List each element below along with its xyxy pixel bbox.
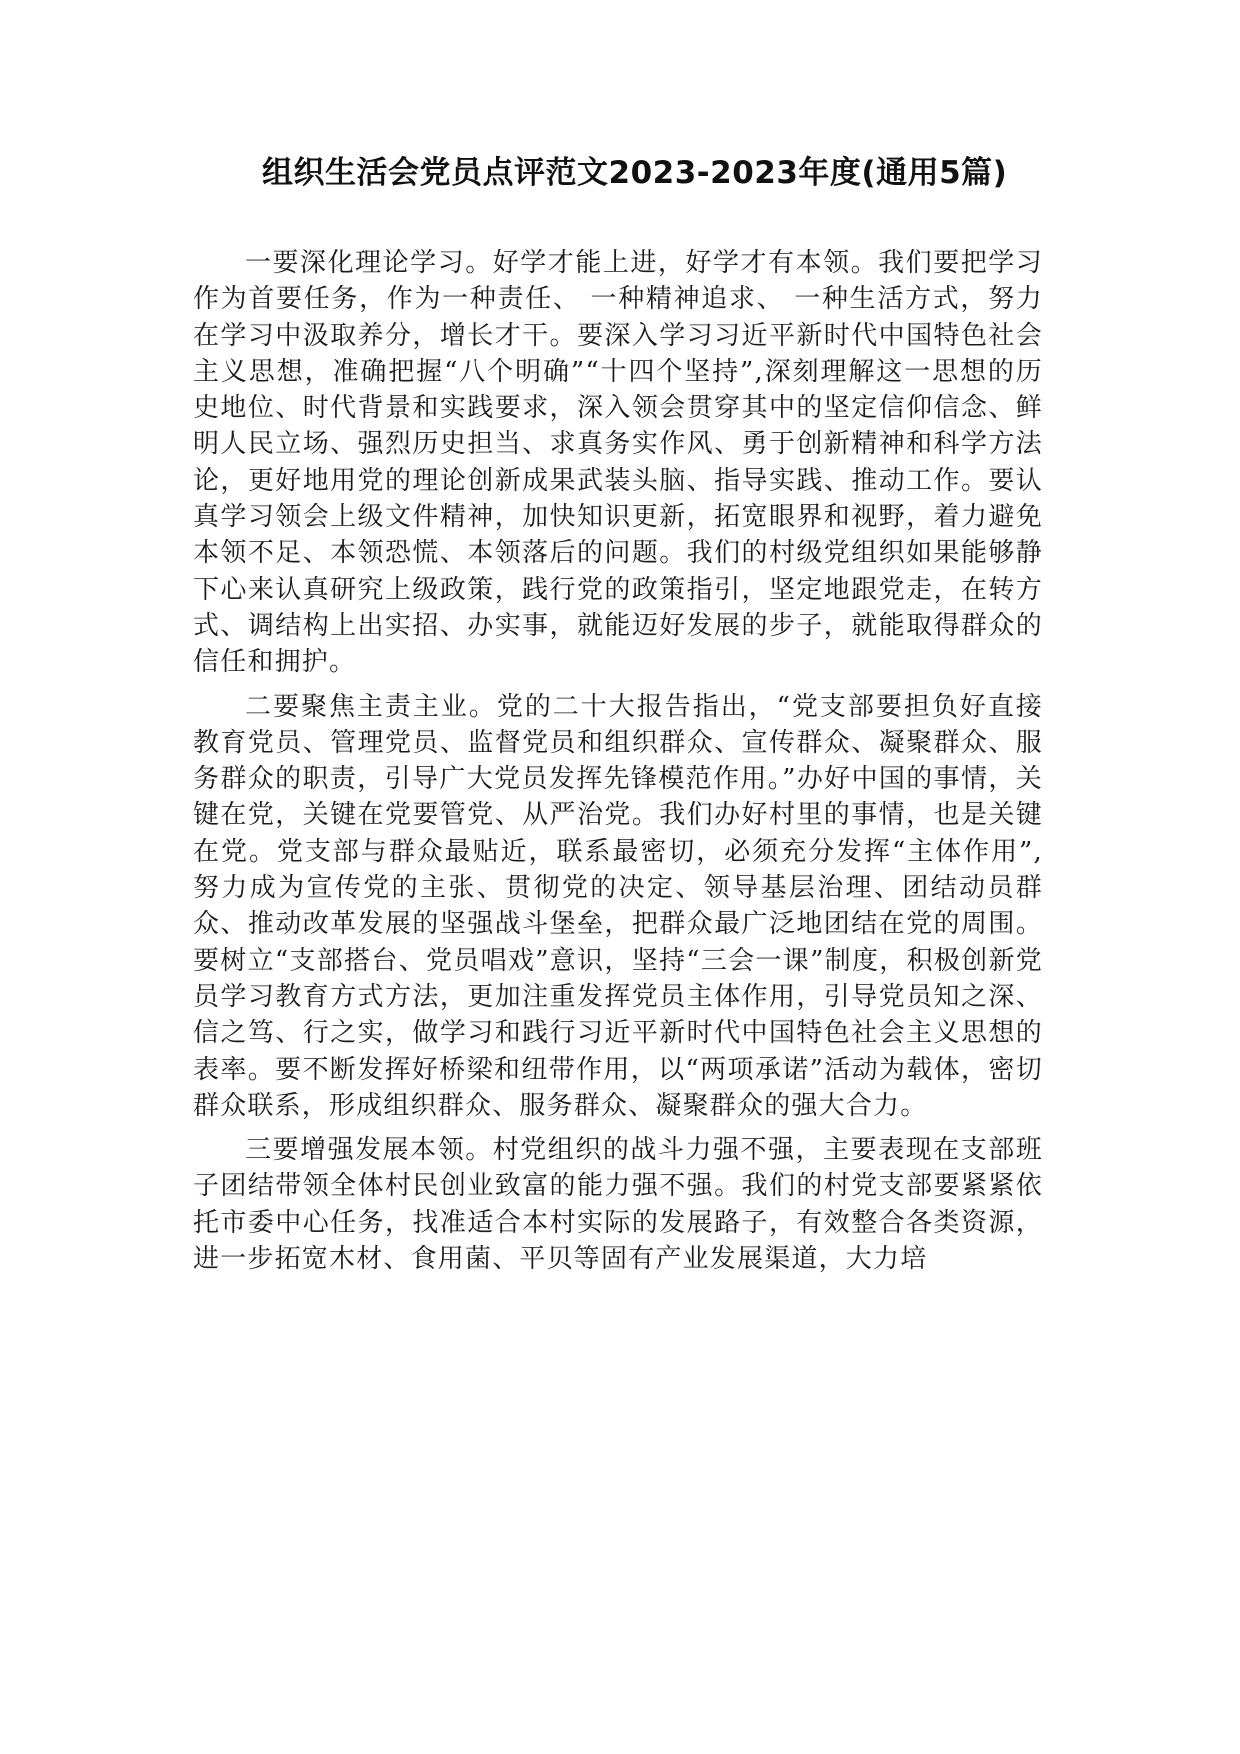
document-body xyxy=(193,245,1043,1285)
document-title: 组织生活会党员点评范文2023-2023年度(通用5篇) xyxy=(262,155,1008,191)
paragraph-main-responsibility: 二要聚焦主责主业。党的二十大报告指出，“党支部要担负好直接教育党员、管理党员、监督党员和组织群众、宣传群众、凝聚群众、服务群众的职责，引导广大党员发挥先锋模范作用。”办好中国的事情，关键在党，关键在党要管党、从严治党。我们办好村里的事情，也是关键在党。党支部与群众最贴近，联系最密切，必须充分发挥“主体作用”,努力成为宣传党的主张、贯彻党的决定、领导基层治理、团结动员群众、推动改革发展的坚强战斗堡垒，把群众最广泛地团结在党的周围。要树立“支部搭台、党员唱戏”意识，坚持“三会一课”制度，积极创新党员学习教育方式方法，更加注重发挥党员主体作用，引导党员知之深、信之笃、行之实，做学习和践行习近平新时代中国特色社会主义思想的表率。要不断发挥好桥梁和纽带作用，以“两项承诺”活动为载体，密切群众联系，形成组织群众、服务群众、凝聚群众的强大合力。 xyxy=(193,691,1043,1121)
paragraph-theory-study: 一要深化理论学习。好学才能上进，好学才有本领。我们要把学习作为首要任务，作为一种责任、 一种精神追求、 一种生活方式，努力在学习中汲取养分，增长才干。要深入学习习近平新时代中国特色社会主义思想，准确把握“八个明确”“十四个坚持”,深刻理解这一思想的历史地位、时代背景和实践要求，深入领会贯穿其中的坚定信仰信念、鲜明人民立场、强烈历史担当、求真务实作风、勇于创新精神和科学方法论，更好地用党的理论创新成果武装头脑、指导实践、推动工作。要认真学习领会上级文件精神，加快知识更新，拓宽眼界和视野，着力避免本领不足、本领恐慌、本领落后的问题。我们的村级党组织如果能够静下心来认真研究上级政策，践行党的政策指引，坚定地跟党走，在转方式、调结构上出实招、办实事，就能迈好发展的步子，就能取得群众的信任和拥护。 xyxy=(193,248,1043,678)
paragraph-development-skills: 三要增强发展本领。村党组织的战斗力强不强，主要表现在支部班子团结带领全体村民创业致富的能力强不强。我们的村党支部要紧紧依托市委中心任务，找准适合本村实际的发展路子，有效整合各类资源，进一步拓宽木材、食用菌、平贝等固有产业发展渠道，大力培 xyxy=(193,1135,1043,1275)
